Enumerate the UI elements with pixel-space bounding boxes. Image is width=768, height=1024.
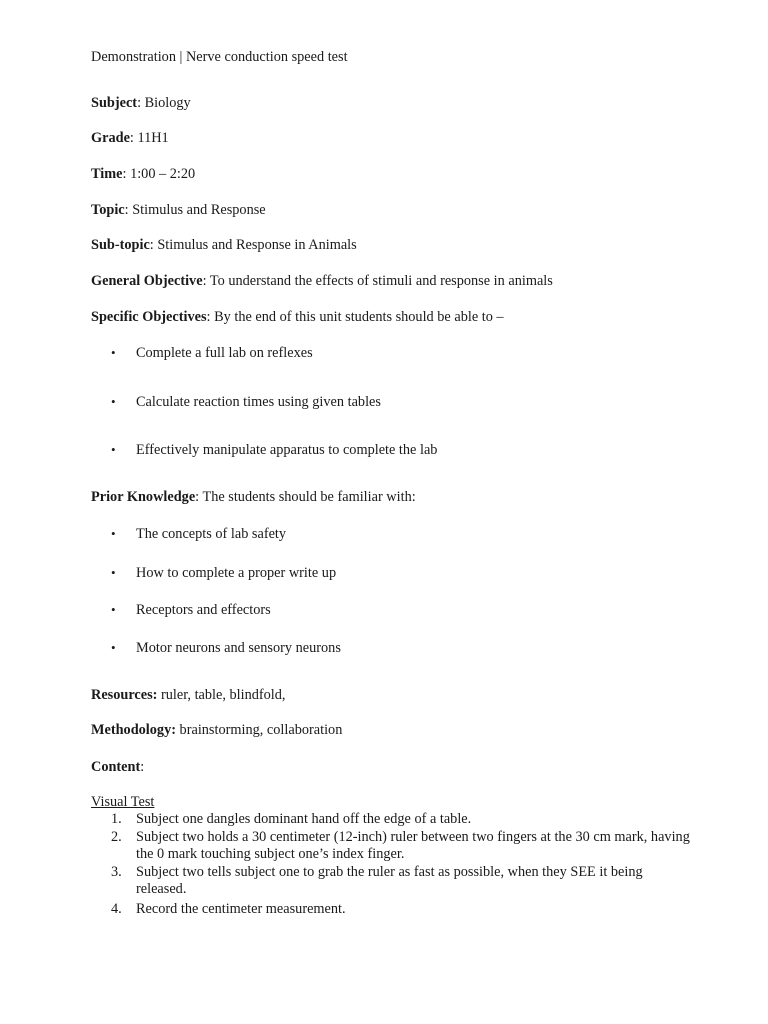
field-value: The students should be familiar with: [202,489,416,505]
field-separator: : [122,166,131,182]
objective-item: Calculate reaction times using given tables [136,394,381,410]
field-prior-knowledge [91,488,416,506]
field-label: Topic [91,202,125,218]
field-separator: : [149,237,158,253]
step-text: Subject two tells subject one to grab the ruler as fast as possible, when they SEE it being released. [136,864,643,897]
field-separator: : [195,489,203,505]
visual-test-heading: Visual Test [91,794,155,810]
field-value: Stimulus and Response [132,202,266,218]
field-value: Stimulus and Response in Animals [157,237,357,253]
field-resources [91,686,286,704]
field-label: Resources: [91,687,158,703]
prior-item: Receptors and effectors [136,602,271,618]
field-grade [91,129,169,147]
bullet-icon: • [111,565,116,580]
field-methodology [91,721,342,739]
field-specific-objectives [91,308,504,326]
step-number: 3. [111,864,122,880]
step-text: Subject two holds a 30 centimeter (12-inch) ruler between two fingers at the 30 cm mark, having the 0 mark touching subject one’s index finger. [136,829,690,862]
field-value: 11H1 [137,130,169,146]
field-time [91,165,195,183]
step-number: 4. [111,901,122,917]
field-value: ruler, table, blindfold, [157,687,286,703]
step-text: Subject one dangles dominant hand off the edge of a table. [136,811,472,827]
field-label: Subject [91,95,138,111]
step-number: 2. [111,829,122,845]
field-label: Prior Knowledge [91,489,196,505]
bullet-icon: • [111,442,116,457]
field-label: Specific Objectives [91,309,207,325]
field-separator: : [137,95,145,111]
field-separator: : [206,309,215,325]
field-sub-topic [91,236,357,254]
prior-item: Motor neurons and sensory neurons [136,640,341,656]
field-value: To understand the effects of stimuli and response in animals [209,273,553,289]
step-text: Record the centimeter measurement. [136,901,346,917]
field-separator: : [129,130,138,146]
field-separator: : [202,273,210,289]
field-topic [91,201,266,219]
bullet-icon: • [111,526,116,541]
field-subject [91,94,191,112]
field-separator: : [140,759,145,775]
field-value: brainstorming, collaboration [175,722,343,738]
field-label: Content [91,759,141,775]
field-label: General Objective [91,273,203,289]
bullet-icon: • [111,345,116,360]
objective-item: Effectively manipulate apparatus to complete the lab [136,442,438,458]
field-general-objective [91,272,553,290]
prior-item: How to complete a proper write up [136,565,337,581]
field-label: Grade [91,130,130,146]
document-title: Demonstration | Nerve conduction speed test [91,49,348,65]
field-label: Methodology: [91,722,176,738]
field-label: Sub-topic [91,237,150,253]
bullet-icon: • [111,640,116,655]
step-number: 1. [111,811,122,827]
objective-item: Complete a full lab on reflexes [136,345,313,361]
field-value: Biology [144,95,191,111]
field-label: Time [91,166,123,182]
field-content [91,758,144,776]
bullet-icon: • [111,602,116,617]
prior-item: The concepts of lab safety [136,526,287,542]
field-value: 1:00 – 2:20 [130,166,196,182]
bullet-icon: • [111,394,116,409]
field-separator: : [124,202,133,218]
field-value: By the end of this unit students should be able to – [214,309,504,325]
